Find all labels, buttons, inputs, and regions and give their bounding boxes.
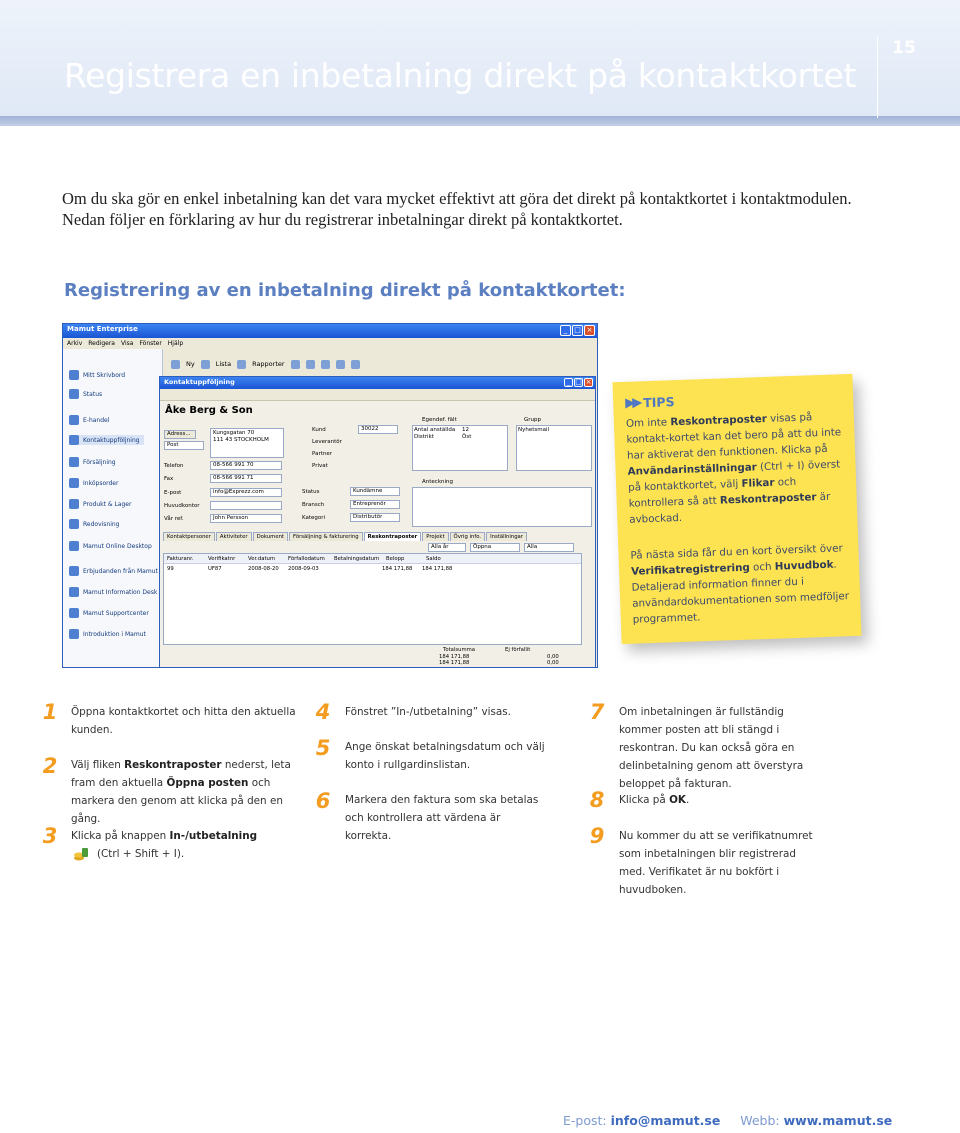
nav-item	[69, 457, 116, 467]
app-title: Mamut Enterprise	[67, 325, 138, 333]
footer-contact	[563, 1113, 892, 1128]
employees-value: 12	[462, 427, 469, 433]
toolbar-list: Lista	[215, 360, 232, 368]
tips-title: TIPS	[642, 394, 675, 411]
step-number: 7	[589, 700, 605, 724]
text-run: och markera den genom att klicka på den en gång.	[71, 777, 283, 825]
grid-cell: 2008-08-20	[248, 566, 279, 572]
text-run: är avbockad.	[629, 490, 831, 526]
nav-label: Introduktion i Mamut	[83, 630, 146, 638]
grid-cell: 184 171,88	[422, 566, 453, 572]
text-run: .	[685, 794, 690, 806]
bold-term: Reskontraposter	[670, 412, 768, 429]
page-number: 15	[892, 38, 916, 58]
step-4-text	[345, 703, 560, 721]
bold-term: OK	[669, 794, 686, 806]
totals-unpaid: 0,00	[547, 654, 559, 660]
page-title: Registrera en inbetalning direkt på kontaktkortet	[64, 56, 857, 95]
nav-icon	[69, 629, 79, 639]
nav-icon	[69, 415, 79, 425]
grid-header-cell: Fakturanr.	[167, 556, 194, 562]
contact-tabs	[163, 532, 527, 541]
nav-label: Inköpsorder	[83, 479, 119, 487]
nav-item	[69, 435, 144, 445]
note-label: Anteckning	[422, 479, 453, 485]
new-icon	[171, 360, 180, 369]
menu-item: Visa	[120, 340, 134, 347]
ref-field: John Persson	[210, 514, 282, 523]
contact-window	[159, 376, 596, 668]
maximize-icon: □	[575, 378, 582, 386]
step-3-text	[71, 827, 303, 863]
nav-item	[69, 499, 131, 509]
intro-line-1: Om du ska gör en enkel inbetalning kan det vara mycket effektivt att göra det direkt på kontaktkortet i kontaktmodulen.	[62, 189, 852, 208]
tab-other-info: Övrig info.	[450, 532, 486, 541]
step-number: 5	[315, 736, 331, 760]
nav-label: Mamut Supportcenter	[83, 609, 149, 617]
nav-item	[69, 415, 109, 425]
step-3-shortcut: (Ctrl + Shift + I).	[97, 848, 185, 860]
window-controls	[560, 325, 595, 336]
newsletter-label: Nyhetsmail	[518, 427, 550, 433]
contact-window-title: Kontaktuppföljning	[164, 378, 235, 386]
step-3-line-1	[71, 827, 303, 845]
tab-contact-persons: Kontaktpersoner	[163, 532, 215, 541]
email-label: E-post	[164, 490, 182, 496]
footer-email[interactable]: info@mamut.se	[610, 1113, 721, 1128]
bold-term: Huvudbok	[774, 558, 834, 573]
year-filter: Alla år	[428, 543, 466, 552]
employees-label: Antal anställda	[414, 427, 456, 433]
status-filter: Öppna	[470, 543, 520, 552]
nav-label: Kontaktuppföljning	[83, 436, 140, 444]
nav-label: Mamut Information Desk	[83, 588, 158, 596]
totals-box	[435, 647, 585, 667]
partner-label: Partner	[312, 451, 332, 457]
nav-item	[69, 566, 158, 576]
email-field: info@Exprezz.com	[210, 488, 282, 497]
category-field: Distributör	[350, 513, 400, 522]
text-run: Ange önskat betalningsdatum och välj konto i rullgardinslistan.	[345, 741, 545, 771]
step-number: 6	[315, 789, 331, 813]
nav-label: Produkt & Lager	[83, 500, 132, 508]
toolbar-new: Ny	[186, 360, 195, 368]
grid-header-cell: Ver.datum	[248, 556, 276, 562]
totals-unpaid-2: 0,00	[547, 660, 559, 666]
ref-label: Vår ref.	[164, 516, 184, 522]
nav-item	[69, 389, 102, 399]
nav-icon	[69, 389, 79, 399]
text-run: Öppna kontaktkortet och hitta den aktuella kunden.	[71, 706, 296, 736]
text-run: Klicka på knappen	[71, 830, 170, 842]
toolbar-reports: Rapporter	[252, 360, 285, 368]
toolbar-icon	[336, 360, 345, 369]
nav-icon	[69, 478, 79, 488]
step-number: 2	[42, 754, 58, 778]
maximize-icon: □	[572, 325, 583, 336]
nav-icon	[69, 435, 79, 445]
grid-cell: 99	[167, 566, 174, 572]
bold-term: Flikar	[741, 476, 775, 490]
header-rule	[0, 116, 960, 126]
privat-label: Privat	[312, 463, 328, 469]
city: 111 43 STOCKHOLM	[213, 437, 269, 443]
status-field: Kundämne	[350, 487, 400, 496]
leverantor-label: Leverantör	[312, 439, 342, 445]
address-button: Adress...	[164, 430, 196, 439]
text-run: Om inbetalningen är fullständig kommer posten att bli stängd i reskontran. Du kan också göra en delinbetalning genom att överstyra beloppet på fakturan.	[619, 706, 804, 790]
app-screenshot	[62, 323, 598, 668]
toolbar-icon	[306, 360, 315, 369]
nav-label: Status	[83, 390, 103, 398]
text-run: Fönstret ”In-/utbetalning” visas.	[345, 706, 511, 718]
contact-titlebar	[160, 377, 595, 389]
branch-label: Bransch	[302, 502, 325, 508]
tab-activities: Aktiviteter	[216, 532, 252, 541]
app-toolbar	[171, 357, 595, 371]
grid-header-cell: Belopp	[386, 556, 405, 562]
step-7-text	[619, 703, 824, 793]
nav-item	[69, 541, 152, 551]
status-label: Status	[302, 489, 320, 495]
kund-label: Kund	[312, 427, 326, 433]
nav-icon	[69, 370, 79, 380]
step-9-text	[619, 827, 824, 899]
branch-field: Entreprenör	[350, 500, 400, 509]
bold-term: In-/utbetalning	[169, 830, 258, 842]
payment-coins-icon	[73, 847, 89, 861]
fax-label: Fax	[164, 476, 174, 482]
step-number: 8	[589, 788, 605, 812]
toolbar-icon	[291, 360, 300, 369]
minimize-icon: _	[560, 325, 571, 336]
nav-label: Erbjudanden från Mamut	[83, 567, 158, 575]
tab-projects: Projekt	[422, 532, 448, 541]
grid-cell: 184 171,88	[382, 566, 413, 572]
bold-term: Reskontraposter	[719, 491, 817, 507]
nav-icon	[69, 499, 79, 509]
type-filter: Alla	[524, 543, 574, 552]
text-run: Markera den faktura som ska betalas och kontrollera att värdena är korrekta.	[345, 794, 539, 842]
nav-label: Mitt Skrivbord	[83, 371, 126, 379]
note-box	[412, 487, 592, 527]
text-run: Välj fliken	[71, 759, 125, 771]
step-8-text	[619, 791, 824, 809]
nav-label: Mamut Online Desktop	[83, 542, 152, 550]
nav-item	[69, 370, 125, 380]
grid-header-cell: Verifikatnr	[208, 556, 236, 562]
tips-paragraph-2	[630, 540, 851, 628]
contact-toolstrip	[160, 389, 595, 401]
step-number: 1	[42, 700, 58, 724]
totals-sum: 184 171,88	[439, 654, 470, 660]
text-run: . Detaljerad information finner du i användardokumentationen som medföljer programmet.	[631, 558, 850, 626]
ledger-grid	[163, 553, 582, 645]
text-run: nederst, leta fram den aktuella	[71, 759, 291, 789]
text-run: och kontrollera så att	[628, 475, 797, 510]
nav-label: Försäljning	[83, 458, 116, 466]
text-run: På nästa sida får du en kort översikt över	[630, 542, 843, 562]
nav-icon	[69, 608, 79, 618]
step-number: 9	[589, 824, 605, 848]
help-icon	[351, 360, 360, 369]
text-run: Nu kommer du att se verifikatnumret som inbetalningen blir registrerad med. Verifikatet är nu bokfört i huvudboken.	[619, 830, 813, 896]
double-arrow-icon: ▶▶	[624, 395, 640, 411]
intro-text	[62, 188, 892, 230]
toolbar-icon	[321, 360, 330, 369]
text-run: (Ctrl + I) överst på kontaktkortet, välj	[627, 458, 841, 494]
grid-header-cell: Saldo	[426, 556, 441, 562]
nav-item	[69, 587, 157, 597]
bold-term: Verifikatregistrering	[630, 561, 750, 578]
own-fields-label: Egendef. fält	[422, 417, 457, 423]
nav-item	[69, 629, 146, 639]
menu-item: Arkiv	[67, 340, 83, 347]
street: Kungsgatan 70	[213, 430, 255, 436]
intro-line-2: Nedan följer en förklaring av hur du registrerar inbetalningar direkt på kontaktkortet.	[62, 210, 623, 229]
grid-cell: UF87	[208, 566, 222, 572]
address-type: Post	[164, 441, 204, 450]
tips-note	[613, 374, 862, 644]
district-label: Distrikt	[414, 434, 434, 440]
district-value: Öst	[462, 434, 472, 440]
nav-icon	[69, 566, 79, 576]
grid-header-cell: Förfallodatum	[288, 556, 325, 562]
header-divider	[877, 36, 878, 118]
app-titlebar	[63, 324, 597, 338]
close-icon: ×	[584, 325, 595, 336]
tab-documents: Dokument	[253, 532, 288, 541]
footer-email-label: E-post:	[563, 1113, 607, 1128]
step-number: 3	[42, 824, 58, 848]
list-icon	[201, 360, 210, 369]
reports-icon	[237, 360, 246, 369]
bold-term: Öppna posten	[166, 777, 249, 789]
step-number: 4	[315, 700, 331, 724]
tips-heading	[625, 388, 843, 412]
text-run: Om inte	[625, 416, 671, 430]
menu-item: Hjälp	[167, 340, 184, 347]
tips-paragraph-1	[626, 408, 848, 528]
nav-item	[69, 608, 149, 618]
tab-settings: Inställningar	[486, 532, 527, 541]
step-3-line-2	[71, 845, 303, 863]
minimize-icon: _	[564, 378, 573, 387]
footer-web[interactable]: www.mamut.se	[783, 1113, 893, 1128]
nav-icon	[69, 519, 79, 529]
grid-header-cell: Betalningsdatum	[334, 556, 380, 562]
totals-unpaid-label: Ej förfallit	[505, 647, 531, 653]
app-menubar	[63, 338, 597, 349]
office-label: Huvudkontor	[164, 503, 200, 509]
step-6-text	[345, 791, 550, 845]
section-heading: Registrering av en inbetalning direkt på kontaktkortet:	[64, 280, 626, 301]
menu-item: Fönster	[139, 340, 162, 347]
fax-field: 08-566 991 71	[210, 474, 282, 483]
group-label: Grupp	[524, 417, 541, 423]
kund-number: 30022	[358, 425, 398, 434]
step-1-text	[71, 703, 301, 739]
totals-sum-2: 184 171,88	[439, 660, 470, 666]
contact-name: Åke Berg & Son	[165, 405, 253, 416]
bold-term: Användarinställningar	[627, 461, 757, 478]
office-field	[210, 501, 282, 510]
tips-content	[625, 388, 851, 627]
text-run: och	[749, 560, 776, 574]
nav-icon	[69, 587, 79, 597]
text-run: visas på kontakt-kortet kan det bero på att du inte har aktiverat den funktionen. Klicka på	[626, 411, 842, 462]
text-run: Klicka på	[619, 794, 670, 806]
bold-term: Reskontraposter	[124, 759, 222, 771]
tab-ledger-entries: Reskontraposter	[364, 532, 422, 541]
nav-item	[69, 519, 120, 529]
nav-item	[69, 478, 118, 488]
phone-field: 08-566 991 70	[210, 461, 282, 470]
nav-icon	[69, 457, 79, 467]
menu-item: Redigera	[88, 340, 115, 347]
nav-icon	[69, 541, 79, 551]
phone-label: Telefon	[164, 463, 184, 469]
footer-web-label: Webb:	[740, 1113, 780, 1128]
step-5-text	[345, 738, 550, 774]
nav-label: E-handel	[83, 416, 110, 424]
window-controls	[564, 378, 593, 387]
nav-label: Redovisning	[83, 520, 120, 528]
step-2-text	[71, 756, 303, 828]
totals-sum-label: Totalsumma	[443, 647, 476, 653]
grid-cell: 2008-09-03	[288, 566, 319, 572]
close-icon: ×	[585, 378, 592, 386]
tab-sales: Försäljning & fakturering	[289, 532, 363, 541]
app-nav-panel	[63, 349, 163, 668]
category-label: Kategori	[302, 515, 326, 521]
